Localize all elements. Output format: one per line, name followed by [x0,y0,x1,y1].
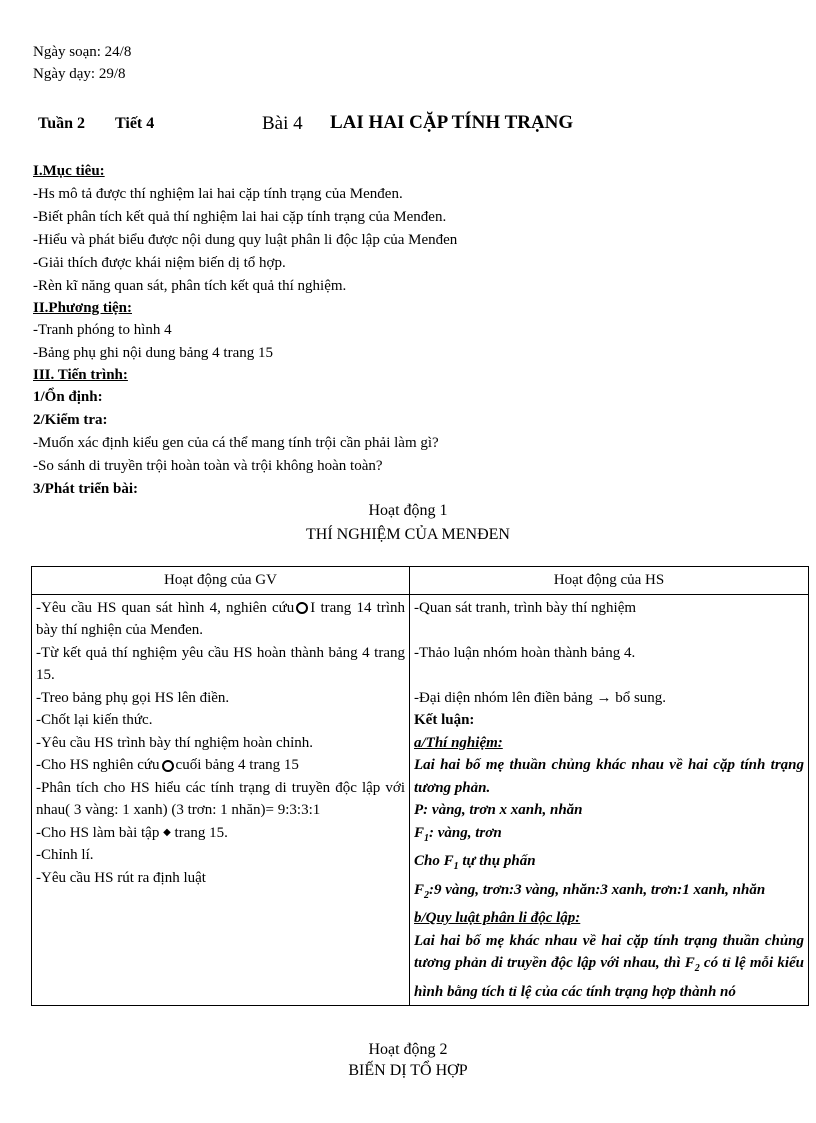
activity2-label: Hoạt động 2 [368,1041,448,1058]
activity1-table [31,566,809,1006]
circle-icon [296,602,308,614]
law-subheading: b/Quy luật phân li độc lập: [414,910,581,926]
hs-line: -Thảo luận nhóm hoàn thành bảng 4. [414,644,636,661]
objective-item: -Hiểu và phát biểu được nội dung quy luật phân li độc lập của Menđen [33,232,458,248]
experiment-text: Lai hai bố mẹ thuần chủng khác nhau về hai cặp tính trạng tương phản. [414,757,804,796]
activity2-title: BIẾN DỊ TỔ HỢP [348,1062,468,1079]
objective-item: -Hs mô tả được thí nghiệm lai hai cặp tính trạng của Menđen. [33,186,403,202]
gv-line: -Phân tích cho HS hiểu các tính trạng di truyền độc lập với nhau( 3 vàng: 1 xanh) (3 trơn: 1 nhăn)= 9:3:3:1 [36,779,405,818]
cross-f1: $F_1$: vàng, trơn [414,824,502,844]
student-activities-cell [410,594,809,1006]
gv-line: -Chỉnh lí. [36,847,94,864]
col-header-student: Hoạt động của HS [410,567,809,595]
date-taught: Ngày dạy: 29/8 [33,66,126,82]
development-heading: 3/Phát triển bài: [33,481,138,497]
hs-line: -Quan sát tranh, trình bày thí nghiệm [414,599,637,616]
stabilize-heading: 1/Ổn định: [33,389,103,405]
lesson-period: Tiết 4 [115,115,155,132]
objective-item: -Rèn kĩ năng quan sát, phân tích kết quả thí nghiệm. [33,278,347,294]
arrow-right-icon: → [596,689,612,706]
cross-p: P: vàng, trơn x xanh, nhăn [414,802,583,818]
conclusion-heading: Kết luận: [414,712,475,728]
hs-line: -Đại diện nhóm lên điền bảng → bổ sung. [414,689,667,706]
week-label: Tuần 2 [38,115,85,132]
table-header-row [32,567,809,595]
circle-icon [162,760,174,772]
diamond-icon: ◆ [163,826,171,838]
table-row [32,594,809,1006]
gv-line: -Chốt lại kiến thức. [36,712,153,728]
check-question: -Muốn xác định kiểu gen của cá thể mang tính trội cần phải làm gì? [33,435,439,451]
gv-line: -Treo bảng phụ gọi HS lên điền. [36,689,230,706]
gv-line: -Từ kết quả thí nghiệm yêu cầu HS hoàn thành bảng 4 trang 15. [36,644,405,683]
gv-line: -Yêu cầu HS trình bày thí nghiệm hoàn chỉnh. [36,734,314,751]
material-item: -Bảng phụ ghi nội dung bảng 4 trang 15 [33,345,273,361]
objective-item: -Giải thích được khái niệm biến dị tổ hợp. [33,255,286,271]
lesson-title: LAI HAI CẶP TÍNH TRẠNG [330,112,574,133]
self-pollination: Cho $F_1$ tự thụ phấn [414,853,536,872]
procedure-heading: III. Tiến trình: [33,367,128,383]
gv-line: -Yêu cầu HS quan sát hình 4, nghiên cứu I trang 14 trình bày thí nghiện của Menđen. [36,599,405,638]
lesson-number: Bài 4 [262,113,303,134]
gv-line: -Cho HS nghiên cứu cuối bảng 4 trang 15 [36,757,299,773]
materials-heading: II.Phương tiện: [33,300,132,316]
teacher-activities-cell [32,594,410,1006]
activity1-label: Hoạt động 1 [368,502,448,519]
date-prepared: Ngày soạn: 24/8 [33,44,132,60]
material-item: -Tranh phóng to hình 4 [33,322,172,338]
law-text: Lai hai bố mẹ khác nhau về hai cặp tính trạng thuần chủng tương phản di truyền độc lập với nhau, thì $F_2$ có tỉ lệ mỗi kiểu hình bằng tích tỉ lệ của các tính trạng hợp thành nó [414,932,805,1000]
check-heading: 2/Kiểm tra: [33,412,108,428]
gv-line: -Yêu cầu HS rút ra định luật [36,869,206,886]
cross-f2: $F_2:9$ vàng, trơn:3 vàng, nhăn:3 xanh, trơn:1 xanh, nhăn [414,881,766,901]
check-question: -So sánh di truyền trội hoàn toàn và trội không hoàn toàn? [33,458,383,474]
objective-item: -Biết phân tích kết quả thí nghiệm lai hai cặp tính trạng của Menđen. [33,209,447,225]
col-header-teacher: Hoạt động của GV [32,567,410,595]
experiment-subheading: a/Thí nghiệm: [414,734,503,751]
gv-line: -Cho HS làm bài tập ◆ trang 15. [36,822,405,845]
objectives-heading: I.Mục tiêu: [33,163,105,179]
activity1-title: THÍ NGHIỆM CỦA MENĐEN [306,526,510,543]
